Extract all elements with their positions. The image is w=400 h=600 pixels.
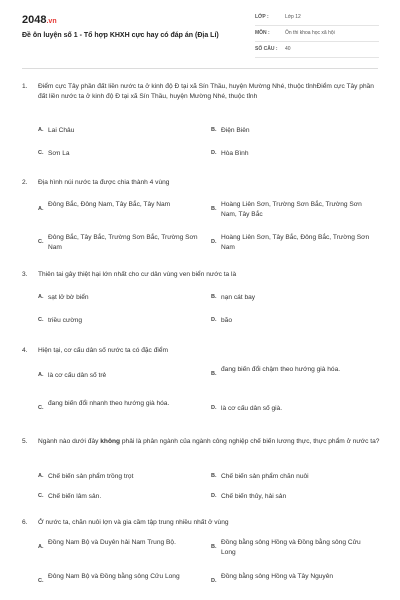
- meta-subject: [255, 27, 379, 42]
- q3-option-c[interactable]: C. triều cường: [38, 317, 83, 324]
- site-logo[interactable]: 2048.vn: [22, 14, 57, 26]
- q2-option-d[interactable]: D. Hoàng Liên Sơn, Tây Bắc, Đông Bắc, Trường Sơn Nam: [211, 234, 370, 251]
- meta-grade-label: LỚP :: [255, 14, 269, 20]
- q6-option-c[interactable]: C. Đông Nam Bộ và Đồng bằng sông Cửu Long: [38, 573, 180, 584]
- q4-option-a[interactable]: A. là cơ cấu dân số trẻ: [38, 372, 107, 379]
- q6-option-b[interactable]: B. Đồng bằng sông Hồng và Đồng bằng sông Cửu Long: [211, 539, 361, 556]
- question-number: 4.: [22, 347, 28, 354]
- page-header: [0, 0, 400, 66]
- q2-option-a[interactable]: A. Đông Bắc, Đông Nam, Tây Bắc, Tây Nam: [38, 201, 171, 212]
- q6-option-d[interactable]: D. Đồng bằng sông Hồng và Tây Nguyên: [211, 573, 334, 584]
- q2-option-c[interactable]: C. Đông Bắc, Tây Bắc, Trường Sơn Bắc, Trường Sơn Nam: [38, 234, 198, 251]
- q1-option-c[interactable]: C. Sơn La: [38, 150, 70, 157]
- question-4: [22, 346, 380, 356]
- question-1: [22, 82, 380, 102]
- keyword-emphasis: không: [100, 438, 121, 445]
- meta-count-label: SỐ CÂU :: [255, 46, 278, 52]
- question-number: 1.: [22, 83, 28, 90]
- meta-subject-value: Ôn thi khoa học xã hội: [285, 30, 335, 36]
- q3-option-b[interactable]: B. nạn cát bay: [211, 294, 256, 301]
- question-number: 5.: [22, 438, 28, 445]
- question-number: 6.: [22, 519, 28, 526]
- question-number: 3.: [22, 271, 28, 278]
- question-text: Ngành nào dưới đây không phải là phân ngành của ngành công nghiệp chế biến lương thực, thực phẩm ở nước ta?: [38, 438, 380, 445]
- q3-option-a[interactable]: A. sạt lở bờ biển: [38, 294, 89, 301]
- meta-question-count: [255, 43, 379, 58]
- question-5: [22, 437, 380, 447]
- question-text: Địa hình núi nước ta được chia thành 4 vùng: [38, 179, 170, 186]
- q5-option-d[interactable]: D. Chế biến thủy, hải sản: [211, 493, 287, 500]
- meta-grade: [255, 11, 379, 26]
- question-text: Điểm cực Tây phần đất liền nước ta ở kinh độ Đ tại xã Sín Thầu, huyện Mường Nhé, thuộc tỉnhĐiểm cực Tây phần đất liền nước ta ở kinh độ Đ tại xã Sín Thầu, huyện Mường Nhé, thuộc tỉnh: [38, 83, 374, 100]
- meta-count-value: 40: [285, 46, 291, 52]
- question-2: [22, 178, 380, 188]
- question-text: Ở nước ta, chăn nuôi lợn và gia cầm tập trung nhiều nhất ở vùng: [38, 519, 229, 526]
- q6-option-a[interactable]: A. Đồng Nam Bộ và Duyên hải Nam Trung Bộ.: [38, 539, 176, 550]
- question-number: 2.: [22, 179, 28, 186]
- q1-option-b[interactable]: B. Điện Biên: [211, 127, 250, 134]
- header-divider: [22, 68, 378, 69]
- q1-option-d[interactable]: D. Hòa Bình: [211, 150, 249, 157]
- q4-option-d[interactable]: D. là cơ cấu dân số già.: [211, 405, 283, 412]
- q3-option-d[interactable]: D. bão: [211, 317, 233, 324]
- q4-option-c[interactable]: C. đang biến đổi nhanh theo hướng già hóa.: [38, 400, 170, 411]
- q5-option-b[interactable]: B. Chế biến sản phẩm chăn nuôi: [211, 473, 309, 480]
- document-title: Đề ôn luyện số 1 - Tổ hợp KHXH cực hay có đáp án (Địa Lí): [22, 32, 219, 39]
- question-6: [22, 518, 380, 528]
- question-text: Hiện tại, cơ cấu dân số nước ta có đặc điểm: [38, 347, 168, 354]
- q2-option-b[interactable]: B. Hoàng Liên Sơn, Trường Sơn Bắc, Trường Sơn Nam, Tây Bắc: [211, 201, 362, 218]
- q5-option-a[interactable]: A. Chế biến sản phẩm trồng trọt: [38, 473, 134, 480]
- question-text: Thiên tai gây thiệt hại lớn nhất cho cư dân vùng ven biển nước ta là: [38, 271, 237, 278]
- q5-option-c[interactable]: C. Chế biến lâm sản.: [38, 493, 102, 500]
- q1-option-a[interactable]: A. Lai Châu: [38, 127, 75, 134]
- meta-grade-value: Lớp 12: [285, 14, 301, 20]
- meta-subject-label: MÔN :: [255, 30, 270, 36]
- question-3: [22, 270, 380, 280]
- q4-option-b[interactable]: B. đang biến đổi chậm theo hướng già hóa.: [211, 366, 341, 377]
